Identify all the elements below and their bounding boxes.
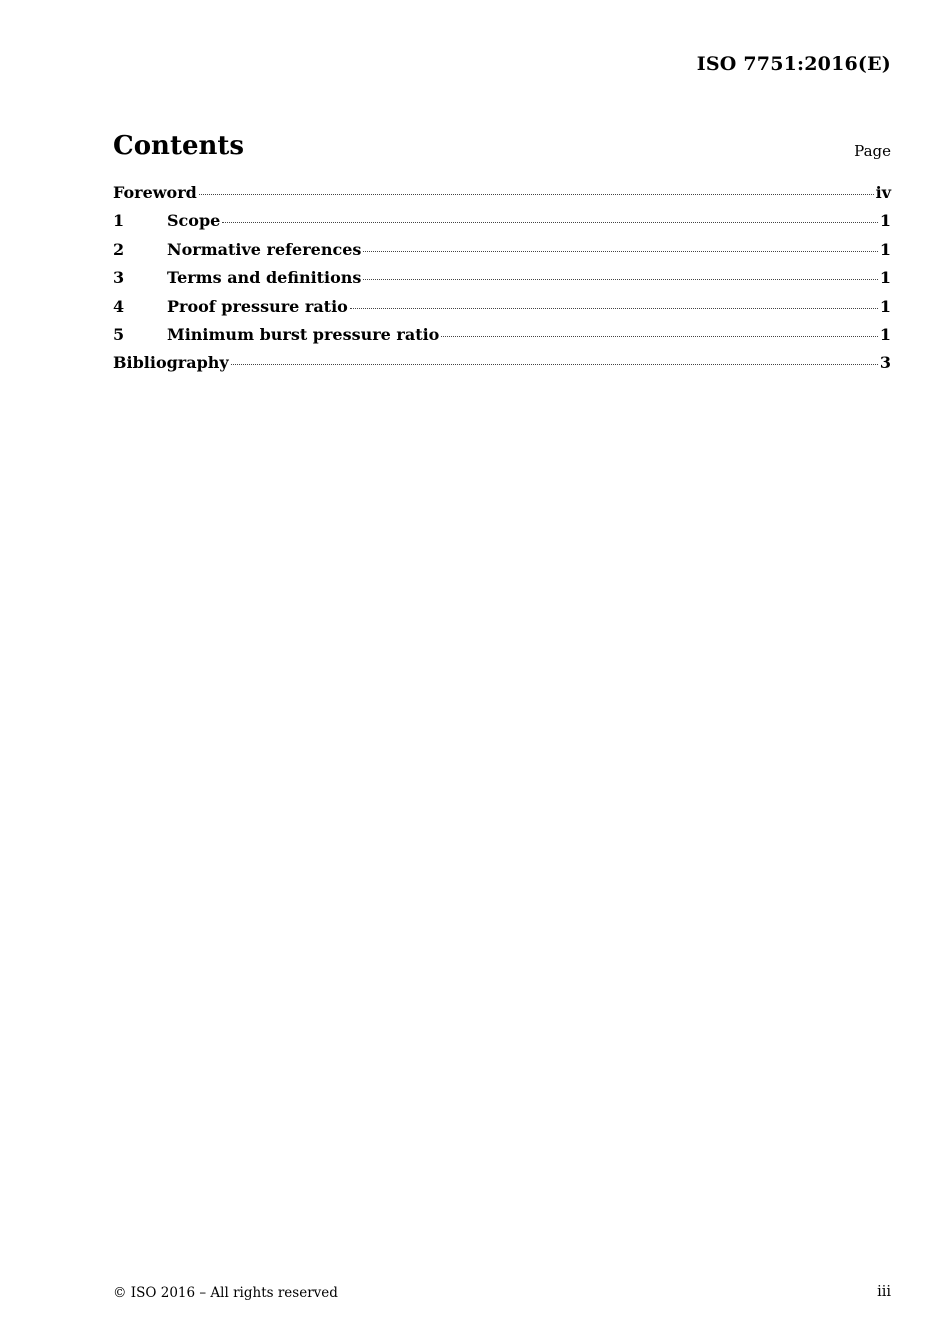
toc-entry-scope[interactable] bbox=[113, 211, 891, 239]
toc-entry-title: Minimum burst pressure ratio bbox=[167, 324, 440, 344]
toc-entry-title: Scope bbox=[167, 211, 221, 231]
toc-entry-page: iv bbox=[875, 183, 891, 202]
toc-entry-terms-and-definitions[interactable] bbox=[113, 268, 891, 296]
toc-entry-page: 1 bbox=[879, 296, 891, 316]
toc-entry-title: Terms and definitions bbox=[167, 268, 362, 288]
copyright-notice: © ISO 2016 – All rights reserved bbox=[113, 1285, 338, 1301]
toc-entry-title: Bibliography bbox=[113, 353, 229, 373]
toc-entry-page: 1 bbox=[879, 211, 891, 231]
toc-entry-number: 4 bbox=[113, 296, 125, 316]
toc-entry-minimum-burst-pressure-ratio[interactable] bbox=[113, 325, 891, 353]
dot-leader bbox=[222, 222, 878, 223]
toc-entry-number: 3 bbox=[113, 268, 125, 288]
toc-entry-proof-pressure-ratio[interactable] bbox=[113, 297, 891, 325]
toc-entry-bibliography[interactable] bbox=[113, 353, 891, 381]
toc-entry-page: 3 bbox=[879, 353, 891, 373]
page-column-label: Page bbox=[854, 142, 891, 160]
toc-entry-page: 1 bbox=[879, 239, 891, 259]
document-number: ISO 7751:2016(E) bbox=[696, 53, 891, 75]
toc-entry-normative-references[interactable] bbox=[113, 240, 891, 268]
table-of-contents bbox=[113, 183, 891, 382]
dot-leader bbox=[231, 364, 878, 365]
toc-entry-page: 1 bbox=[879, 324, 891, 344]
toc-entry-page: 1 bbox=[879, 268, 891, 288]
dot-leader bbox=[363, 279, 877, 280]
toc-entry-number: 5 bbox=[113, 324, 125, 344]
toc-entry-number: 2 bbox=[113, 239, 125, 259]
toc-entry-number: 1 bbox=[113, 211, 125, 231]
toc-entry-title: Proof pressure ratio bbox=[167, 296, 348, 316]
dot-leader bbox=[363, 251, 877, 252]
dot-leader bbox=[441, 336, 878, 337]
page-number: iii bbox=[877, 1284, 891, 1300]
toc-entry-title: Foreword bbox=[113, 183, 197, 202]
dot-leader bbox=[350, 308, 878, 309]
dot-leader bbox=[199, 194, 874, 195]
toc-entry-title: Normative references bbox=[167, 239, 362, 259]
contents-heading: Contents bbox=[113, 131, 245, 161]
toc-entry-foreword[interactable] bbox=[113, 183, 891, 211]
